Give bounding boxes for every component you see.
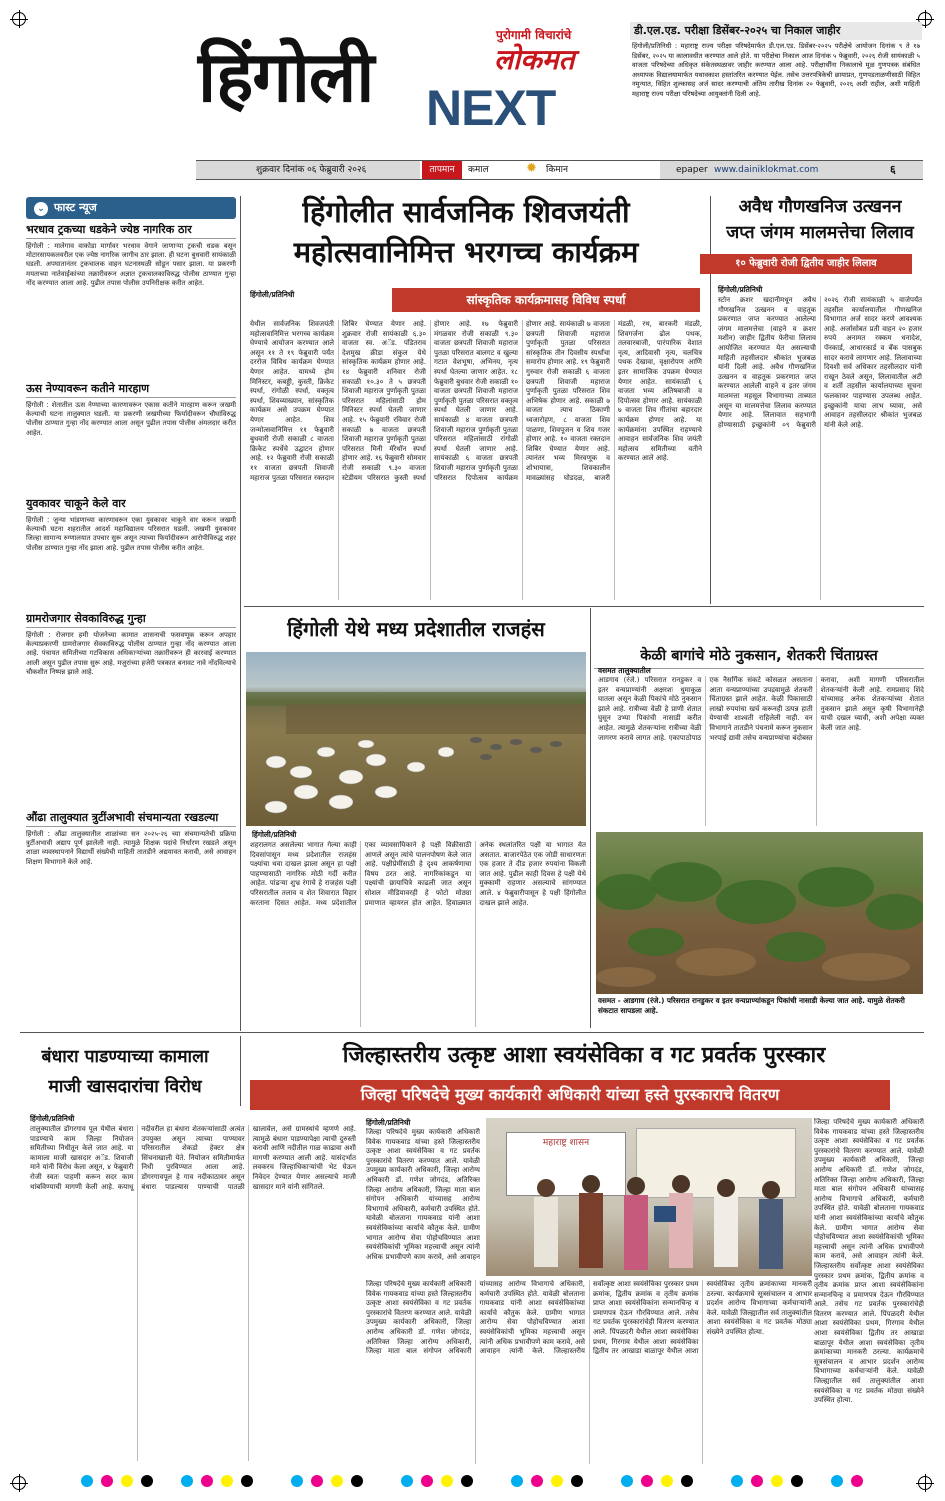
news-headline: भरधाव ट्रकच्या धडकेने ज्येष्ठ नागरिक ठार bbox=[26, 223, 236, 239]
banana-plants-illustration bbox=[596, 832, 923, 994]
dateline-bar bbox=[196, 160, 923, 180]
epaper-label: epaper bbox=[676, 165, 708, 175]
bandhara-byline: हिंगोली/प्रतिनिधी bbox=[30, 1114, 75, 1123]
section-divider bbox=[20, 1032, 924, 1033]
headline-line: हिंगोलीत सार्वजनिक शिवजयंती bbox=[302, 195, 630, 229]
flamingo-body: शहरालगत असलेल्या भागात गेल्या काही दिवसांपासून मध्य प्रदेशातील राजहंस पक्ष्यांचा थवा दाखल झाला असून हा पक्षी पाहण्यासाठी नागरिक मोठी गर्दी करीत आहेत. पांढऱ्या शुभ्र रंगाचे हे राजहंस पक्षी परिसरातील तलाव व शेत शिवारात विहार करताना दिसत आहेत. मध्य प्रदेशातील एका व्यावसायिकाने हे पक्षी विक्रीसाठी आणले असून त्यांचे पालनपोषण केले जात आहे. पक्षीप्रेमींसाठी हे दृश्य आकर्षणाचा विषय ठरत आहे. नागरिकांकडून या पक्ष्यांची छायाचित्रे काढली जात असून सोशल मीडियावरही हे फोटो मोठ्या प्रमाणात व्हायरल होत आहेत. हिवाळ्यात अनेक स्थलांतरित पक्षी या भागात येत असतात. बाजारपेठेत एक जोडी साधारणतः एक हजार ते दीड हजार रुपयांना विकली जात आहे. पुढील काही दिवस हे पक्षी येथे मुक्कामी राहणार असल्याचे सांगण्यात आले. ४ फेब्रुवारीपासून हे पक्षी हिंगोलीत दाखल झाले आहेत. bbox=[250, 841, 586, 907]
fast-news-item bbox=[26, 382, 236, 493]
website-url[interactable]: www.dainiklokmat.com bbox=[714, 165, 819, 175]
auction-byline: हिंगोली/प्रतिनिधी bbox=[718, 285, 763, 294]
award-body-bottom: जिल्हा परिषदेचे मुख्य कार्यकारी अधिकारी विवेक गायकवाड यांच्या हस्ते जिल्हास्तरीय उत्कृष्ट आशा स्वयंसेविका व गट प्रवर्तक पुरस्कारांचे वितरण करण्यात आले. यावेळी उपमुख्य कार्यकारी अधिकारी, जिल्हा आरोग्य अधिकारी डॉ. गणेश जोगदंड, अतिरिक्त जिल्हा आरोग्य अधिकारी, जिल्हा माता बाल संगोपन अधिकारी यांच्यासह आरोग्य विभागाचे अधिकारी, कर्मचारी उपस्थित होते. यावेळी बोलताना गायकवाड यांनी आशा स्वयंसेविकांच्या कार्याचे कौतुक केले. ग्रामीण भागात आरोग्य सेवा पोहोचविण्यात आशा स्वयंसेविकांची भूमिका महत्त्वाची असून त्यांनी अधिक प्रभावीपणे काम करावे, असे आवाहन त्यांनी केले. जिल्हास्तरीय सर्वोत्कृष्ट आशा स्वयंसेविका पुरस्कार प्रथम क्रमांक, द्वितीय क्रमांक व तृतीय क्रमांक प्राप्त आशा स्वयंसेविकांना सन्मानचिन्ह व प्रमाणपत्र देऊन गौरविण्यात आले. तसेच गट प्रवर्तक पुरस्कारांचेही वितरण करण्यात आले. पिंपळदरी येथील आशा स्वयंसेविका प्रथम, गिरगाव येथील आशा स्वयंसेविका द्वितीय तर आखाडा बाळापूर येथील आशा स्वयंसेविका तृतीय क्रमांकाच्या मानकरी ठरल्या. कार्यक्रमाचे सूत्रसंचालन व आभार प्रदर्शन आरोग्य विभागाच्या कर्मचाऱ्यांनी केले. यावेळी जिल्ह्यातील सर्व तालुक्यांतील आशा स्वयंसेविका व गट प्रवर्तक मोठ्या संख्येने उपस्थित होत्या. bbox=[366, 1280, 812, 1356]
column-divider bbox=[240, 1036, 241, 1106]
auction-body: स्टोन क्रशर खदानीमधून अवैध गौणखनिज उत्खनन व वाहतूक प्रकरणात जप्त करण्यात आलेल्या जंगम मालमत्तेचा (वाहने व क्रशर मशीन) जाहीर द्वितीय फेरीचा लिलाव आयोजित करण्यात येत असल्याची माहिती तहसीलदार श्रीकांत भुजबळ यांनी दिली आहे. अवैध गौणखनिज उत्खनन व वाहतूक प्रकरणात जप्त करण्यात आलेली वाहने व इतर जंगम मालमत्ता महसूल विभागाच्या ताब्यात असून या मालमत्तेचा लिलाव करण्यात येणार आहे. लिलावात सहभागी होण्यासाठी इच्छुकांनी ०९ फेब्रुवारी २०२६ रोजी सायंकाळी ५ वाजेपर्यंत तहसील कार्यालयातील गौणखनिज विभागात अर्ज सादर करणे आवश्यक आहे. अर्जासोबत प्रती वाहन २० हजार रुपये अनामत रक्कम धनादेश, पॅनकार्ड, आधारकार्ड व बँक पासबुक सादर करावे लागणार आहे. लिलावाच्या दिवशी सर्व अधिकार तहसीलदार यांनी राखून ठेवले असून, लिलावातील अटी व शर्ती तहसील कार्यालयाच्या सूचना फलकावर पाहण्यास उपलब्ध आहेत. इच्छुकांनी याचा लाभ घ्यावा, असे आवाहन तहसीलदार श्रीकांत भुजबळ यांनी केले आहे. bbox=[718, 296, 922, 429]
award-byline: हिंगोली/प्रतिनिधी bbox=[366, 1118, 411, 1127]
fast-news-column bbox=[26, 197, 236, 1027]
geese-flock-illustration bbox=[246, 652, 586, 826]
news-body: हिंगोली : रोजगार हमी योजनेच्या कामात शासनाची फसवणूक करून अपहार केल्याप्रकरणी ग्रामरोजगार सेवकाविरुद्ध पोलीस ठाण्यात गुन्हा नोंद करण्यात आला आहे. पंचायत समितीच्या गटविकास अधिकाऱ्यांच्या तक्रारीवरून ही कारवाई करण्यात आली असून पुढील तपास सुरू आहे. मजुरांच्या हजेरी पत्रकात बनावट नावे नोंदविल्याचे चौकशीत निष्पन्न झाले आहे. bbox=[26, 631, 236, 676]
temperature-label: तापमान bbox=[422, 161, 462, 179]
fast-news-item bbox=[26, 223, 236, 378]
registration-mark bbox=[12, 1476, 26, 1490]
headline-line: महोत्सवानिमित्त भरगच्च कार्यक्रम bbox=[293, 235, 639, 269]
news-body: हिंगोली : औंढा तालुक्यातील शाळांच्या सन २०२५-२६ च्या संचमान्यतेची प्रक्रिया त्रुटींअभावी अद्याप पूर्ण झालेली नाही. त्यामुळे शिक्षक पदांचे निर्धारण रखडले असून शाळा व्यवस्थापनाने विद्यार्थी संख्येची माहिती तातडीने अद्ययावत करावी, असे आवाहन शिक्षण विभागाने केले आहे. bbox=[26, 830, 236, 866]
masthead-brand-logo: लोकमत bbox=[494, 43, 575, 76]
shivjayanti-headline bbox=[226, 192, 706, 272]
column-divider bbox=[590, 608, 591, 1028]
masthead-title: हिंगोली bbox=[198, 36, 374, 118]
award-ceremony-photo bbox=[486, 1118, 812, 1276]
headline-line: जप्त जंगम मालमत्तेचा लिलाव bbox=[726, 223, 914, 243]
news-headline: औंढा तालुक्यात त्रुटींअभावी संचमान्यता रखडल्या bbox=[26, 811, 236, 827]
masthead-slogan: पुरोगामी विचारांचे bbox=[496, 28, 572, 42]
award-banner: महाराष्ट्र शासन bbox=[506, 1132, 626, 1196]
bandhara-headline bbox=[22, 1042, 228, 1102]
banana-field-photo bbox=[596, 832, 923, 994]
auction-headline bbox=[716, 194, 924, 246]
banana-byline: वसमत तालुक्यातील bbox=[598, 666, 651, 675]
fast-news-item bbox=[26, 811, 236, 922]
sun-icon: ✹ bbox=[526, 161, 537, 176]
award-body-left: जिल्हा परिषदेचे मुख्य कार्यकारी अधिकारी विवेक गायकवाड यांच्या हस्ते जिल्हास्तरीय उत्कृष्ट आशा स्वयंसेविका व गट प्रवर्तक पुरस्कारांचे वितरण करण्यात आले. यावेळी उपमुख्य कार्यकारी अधिकारी, जिल्हा आरोग्य अधिकारी डॉ. गणेश जोगदंड, अतिरिक्त जिल्हा आरोग्य अधिकारी, जिल्हा माता बाल संगोपन अधिकारी यांच्यासह आरोग्य विभागाचे अधिकारी, कर्मचारी उपस्थित होते. यावेळी बोलताना गायकवाड यांनी आशा स्वयंसेविकांच्या कार्याचे कौतुक केले. ग्रामीण भागात आरोग्य सेवा पोहोचविण्यात आशा स्वयंसेविकांची भूमिका महत्त्वाची असून त्यांनी अधिक प्रभावीपणे काम करावे, असे आवाहन bbox=[366, 1128, 480, 1261]
shivjayanti-byline: हिंगोली/प्रतिनिधी bbox=[250, 290, 295, 299]
shivjayanti-tag: सांस्कृतिक कार्यक्रमासह विविध स्पर्धा bbox=[392, 288, 700, 312]
registration-mark bbox=[918, 1476, 932, 1490]
flamingo-byline: हिंगोली/प्रतिनिधी bbox=[252, 830, 297, 839]
news-body: हिंगोली : शेतातील ऊस नेण्याच्या कारणावरून एकास कतीने मारहाण करून जखमी केल्याची घटना तालुक्यात घडली. या प्रकरणी जखमीच्या फिर्यादीवरून चौघांविरुद्ध पोलीस ठाण्यात गुन्हा नोंद करण्यात आला असून पुढील तपास पोलीस अंमलदार करीत आहेत. bbox=[26, 401, 236, 437]
top-story-body: हिंगोली/प्रतिनिधी : महाराष्ट्र राज्य परीक्षा परिषदेमार्फत डी.एल.एड. डिसेंबर-२०२५ परीक्षेचे आयोजन दिनांक ९ ते १७ डिसेंबर, २०२५ या कालावधीत करण्यात आले होते. या परीक्षेचा निकाल आज दिनांक ५ फेब्रुवारी, २०२६ रोजी सायंकाळी ५ वाजता परिषदेच्या अधिकृत संकेतस्थळावर जाहीर करण्यात आला आहे. परीक्षार्थींना निकालाचे मूळ गुणपत्रक संबंधित अध्यापक विद्यालयामार्फत यथावकाश हस्तांतरित करण्यात येईल. तसेच उत्तरपत्रिकेची छायाप्रत, गुणपडताळणीसाठी विहित नमुन्यात, विहित शुल्कासह अर्ज सादर करण्याची अंतिम तारीख दिनांक २० फेब्रुवारी, २०२६ अशी राहील, अशी माहिती महाराष्ट्र राज्य परीक्षा परिषदेच्या आयुक्तांनी दिली आहे. bbox=[632, 42, 920, 98]
banana-photo-caption: वसमत - आडगाव (रंजे.) परिसरात रानडुकर व इतर वन्यप्राण्यांकडून पिकांची नासाडी केल्या जात आहे. यामुळे शेतकरी संकटात सापडला आहे. bbox=[598, 996, 905, 1015]
geese-photo bbox=[246, 652, 586, 826]
masthead-next-logo: NEXT bbox=[426, 80, 556, 136]
section-divider bbox=[244, 606, 924, 607]
bandhara-body: तालुक्यातील डोंगरगाव पूल येथील बंधारा पाडण्याचे काम जिल्हा नियोजन समितीच्या निधीतून केले जात आहे. या कामाला माजी खासदार अॅड. शिवाजी माने यांनी विरोध केला असून, ४ फेब्रुवारी रोजी स्वतः पाहणी करून सदर काम थांबविण्याची मागणी केली आहे. कयाधू नदीवरील हा बंधारा शेतकऱ्यांसाठी अत्यंत उपयुक्त असून त्याच्या पाण्यावर परिसरातील शेकडो हेक्टर क्षेत्र सिंचनाखाली येते. नियोजन समितीमार्फत निधी पुरविण्यात आला आहे. डोंगरगावपूल हे गाव नदीकाठावर असून बंधारा पाडल्यास पाण्याची पातळी खालावेल, असे ग्रामस्थांचे म्हणणे आहे. त्यामुळे बंधारा पाडण्यापेक्षा त्याची दुरुस्ती करावी आणि नदीतील गाळ काढावा अशी मागणी करण्यात आली आहे. यासंदर्भात लवकरच जिल्हाधिकाऱ्यांची भेट घेऊन निवेदन देण्यात येणार असल्याचे माजी खासदार माने यांनी सांगितले. bbox=[30, 1125, 356, 1191]
award-body-right: जिल्हा परिषदेचे मुख्य कार्यकारी अधिकारी विवेक गायकवाड यांच्या हस्ते जिल्हास्तरीय उत्कृष्ट आशा स्वयंसेविका व गट प्रवर्तक पुरस्कारांचे वितरण करण्यात आले. यावेळी उपमुख्य कार्यकारी अधिकारी, जिल्हा आरोग्य अधिकारी डॉ. गणेश जोगदंड, अतिरिक्त जिल्हा आरोग्य अधिकारी, जिल्हा माता बाल संगोपन अधिकारी यांच्यासह आरोग्य विभागाचे अधिकारी, कर्मचारी उपस्थित होते. यावेळी बोलताना गायकवाड यांनी आशा स्वयंसेविकांच्या कार्याचे कौतुक केले. ग्रामीण भागात आरोग्य सेवा पोहोचविण्यात आशा स्वयंसेविकांची भूमिका महत्त्वाची असून त्यांनी अधिक प्रभावीपणे काम करावे, असे आवाहन त्यांनी केले. जिल्हास्तरीय सर्वोत्कृष्ट आशा स्वयंसेविका पुरस्कार प्रथम क्रमांक, द्वितीय क्रमांक व तृतीय क्रमांक प्राप्त आशा स्वयंसेविकांना सन्मानचिन्ह व प्रमाणपत्र देऊन गौरविण्यात आले. तसेच गट प्रवर्तक पुरस्कारांचेही वितरण करण्यात आले. पिंपळदरी येथील आशा स्वयंसेविका प्रथम, गिरगाव येथील आशा स्वयंसेविका द्वितीय तर आखाडा बाळापूर येथील आशा स्वयंसेविका तृतीय क्रमांकाच्या मानकरी ठरल्या. कार्यक्रमाचे सूत्रसंचालन व आभार प्रदर्शन आरोग्य विभागाच्या कर्मचाऱ्यांनी केले. यावेळी जिल्ह्यातील सर्व तालुक्यांतील आशा स्वयंसेविका व गट प्रवर्तक मोठ्या संख्येने उपस्थित होत्या. bbox=[814, 1118, 924, 1405]
print-color-bar bbox=[80, 1474, 865, 1488]
news-headline: युवकावर चाकूने केले वार bbox=[26, 497, 236, 513]
registration-mark bbox=[12, 12, 26, 26]
fast-news-header bbox=[26, 197, 236, 219]
auction-tag: १० फेब्रुवारी रोजी द्वितीय जाहीर लिलाव bbox=[700, 254, 912, 274]
headline-line: अवैध गौणखनिज उत्खनन bbox=[738, 197, 902, 217]
fast-news-label: फास्ट न्यूज bbox=[54, 201, 97, 214]
masthead bbox=[198, 22, 628, 152]
min-temp-label: किमान bbox=[546, 165, 568, 175]
headline-line: माजी खासदारांचा विरोध bbox=[48, 1077, 202, 1097]
fast-news-item bbox=[26, 612, 236, 807]
news-headline: ग्रामरोजगार सेवकाविरुद्ध गुन्हा bbox=[26, 612, 236, 628]
color-bar-illustration bbox=[80, 1474, 865, 1488]
top-story-title: डी.एल.एड. परीक्षा डिसेंबर-२०२५ चा निकाल जाहीर bbox=[630, 22, 922, 40]
chevron-down-icon: ⌄ bbox=[34, 202, 48, 216]
headline-line: बंधारा पाडण्याच्या कामाला bbox=[41, 1047, 209, 1067]
issue-date: शुक्रवार दिनांक ०६ फेब्रुवारी २०२६ bbox=[256, 165, 367, 175]
banana-body: आडगाव (रंजे.) परिसरात रानडुकर व इतर वन्यप्राण्यांनी अक्षरशः धुमाकूळ घातला असून केळी पिकांचे मोठे नुकसान झाले आहे. रात्रीच्या वेळी हे प्राणी शेतात घुसून उभ्या पिकांची नासाडी करीत आहेत. त्यामुळे शेतकऱ्यांना रात्रीच्या वेळी जागरण करावे लागत आहे. एकापाठोपाठ एक नैसर्गिक संकटे कोसळत असताना आता वन्यप्राण्यांच्या उपद्रवामुळे शेतकरी चिंताग्रस्त झाले आहेत. केळी पिकासाठी लाखो रुपयांचा खर्च करूनही उत्पन्न हाती येण्याची शाश्वती राहिलेली नाही. वन विभागाने तातडीने पंचनामे करून नुकसान भरपाई द्यावी तसेच वन्यप्राण्यांचा बंदोबस्त करावा, अशी मागणी परिसरातील शेतकऱ्यांनी केली आहे. रामप्रसाद शिंदे यांच्यासह अनेक शेतकऱ्यांच्या शेतात नुकसान झाले असून कृषी विभागानेही याची दखल घ्यावी, अशी अपेक्षा व्यक्त केली जात आहे. bbox=[598, 676, 924, 742]
award-tag: जिल्हा परिषदेचे मुख्य कार्यकारी अधिकारी यांच्या हस्ते पुरस्काराचे वितरण bbox=[250, 1080, 890, 1110]
max-temp-label: कमाल bbox=[468, 165, 489, 175]
fast-news-item bbox=[26, 497, 236, 608]
flamingo-headline: हिंगोली येथे मध्य प्रदेशातील राजहंस bbox=[287, 617, 545, 641]
news-body: हिंगोली : मालेगाव वाकोडा मार्गावर भरधाव वेगाने जाणाऱ्या ट्रकची धडक बसून मोटारसायकलवरील एक ज्येष्ठ नागरिक जागीच ठार झाला. ही घटना बुधवारी सायंकाळी घडली. अपघातानंतर ट्रकचालक वाहन घटनास्थळी सोडून पसार झाला. या प्रकरणी मयताच्या नातेवाईकांच्या तक्रारीवरून अज्ञात ट्रकचालकाविरुद्ध पोलीस ठाण्यात गुन्हा नोंद करण्यात आला आहे. पुढील तपास पोलीस उपनिरीक्षक करीत आहेत. bbox=[26, 242, 236, 287]
column-divider bbox=[240, 196, 241, 1031]
top-story bbox=[630, 22, 922, 152]
shivjayanti-body: येथील सार्वजनिक शिवजयंती महोत्सवानिमित्त भरगच्च कार्यक्रम घेण्याचे आयोजन करण्यात आले असून ११ ते १९ फेब्रुवारी पर्यंत दररोज विविध कार्यक्रम घेण्यात येणार आहेत. यामध्ये होम मिनिस्टर, कबड्डी, कुस्ती, क्रिकेट स्पर्धा, रांगोळी स्पर्धा, वक्तृत्व स्पर्धा, शिवव्याख्यान, सांस्कृतिक कार्यक्रम असे उपक्रम घेण्यात येणार आहेत. शिव जन्मोत्सवानिमित्त ११ फेब्रुवारी बुधवारी रोजी सकाळी ८ वाजता क्रिकेट स्पर्धेचे उद्घाटन होणार आहे. १२ फेब्रुवारी रोजी सकाळी ११ वाजता छत्रपती शिवाजी महाराज पुतळा परिसरात रक्तदान शिबिर घेण्यात येणार आहे. शुक्रवार रोजी सायंकाळी ६.३० वाजता स्व. अॅड. पंडितराव देशमुख क्रीडा संकुल येथे सांस्कृतिक कार्यक्रम होणार आहे. १४ फेब्रुवारी शनिवार रोजी सकाळी १०.३० ते ५ छत्रपती शिवाजी महाराज पुर्णाकृती पुतळा परिसरात महिलांसाठी होम मिनिस्टर स्पर्धा घेतली जाणार आहे. १५ फेब्रुवारी रविवार रोजी सकाळी ७ वाजता छत्रपती शिवाजी महाराज पुर्णाकृती पुतळा परिसरात मिनी मॅरेथॉन स्पर्धा होणार आहे. १६ फेब्रुवारी सोमवार रोजी सकाळी ९.३० वाजता स्टेडीयम परिसरात कुस्ती स्पर्धा होणार आहे. १७ फेब्रुवारी मंगळवार रोजी सकाळी ९.३० वाजता छत्रपती शिवाजी महाराज पुतळा परिसरात बालगट व खुल्या गटात वेशभूषा, अभिनय, नृत्य स्पर्धा घेतल्या जाणार आहेत. १८ फेब्रुवारी बुधवार रोजी सकाळी १० वाजता छत्रपती शिवाजी महाराज पुर्णाकृती पुतळा परिसरात वक्तृत्व स्पर्धा घेतली जाणार आहे. सायंकाळी ४ वाजता छत्रपती शिवाजी महाराज पुर्णाकृती पुतळा परिसरात महिलांसाठी रांगोळी स्पर्धा घेतली जाणार आहे. सायंकाळी ६ वाजता छत्रपती शिवाजी महाराज पुर्णाकृती पुतळा परिसरात दिपोत्सव कार्यक्रम होणार आहे. सायंकाळी ७ वाजता छत्रपती शिवाजी महाराज पुर्णाकृती पुतळा परिसरात सांस्कृतिक तीन दिवसीय स्पर्धांचा समारोप होणार आहे. १९ फेब्रुवारी गुरुवार रोजी सकाळी ६ वाजता छत्रपती शिवाजी महाराज पुर्णाकृती पुतळा परिसरात शिव अभिषेक होणार आहे. सकाळी ७ वाजता त्याच ठिकाणी ध्वजारोहण, ८ वाजता शिव पाळणा, शिवपूजन व शिव गजर होणार आहे. १० वाजता रक्तदान शिबिर घेण्यात येणार आहे. त्यानंतर भव्य मिरवणूक व शोभायात्रा, शिवकालीन मावळ्यांसह घोडदळ, बाजरी मंडळी, रथ, बारकरी मंडळी, शिवगर्जना ढोल पथक, तलवारबाजी, पारंपारिक वेशात नृत्य, आदिवासी नृत्य, चलचित्र पथक देखावा, वृक्षारोपण आणि इतर सामाजिक उपक्रम घेण्यात येणार आहेत. सायंकाळी ६ वाजता भव्य अतिषबाजी व दिपोत्सव होणार आहे. सायंकाळी ७ वाजता शिव गीतांचा बहारदार कार्यक्रम होणार आहे. या कार्यक्रमांना उपस्थित राहण्याचे आवाहन सार्वजनिक शिव जयंती महोत्सव समितीच्या वतीने करण्यात आले आहे. bbox=[250, 320, 702, 482]
news-body: हिंगोली : जुन्या भांडणाच्या कारणावरून एका युवकावर चाकूने वार करून जखमी केल्याची घटना शहरातील आदर्श महाविद्यालय परिसरात घडली. जखमी युवकावर जिल्हा सामान्य रुग्णालयात उपचार सुरू असून त्याच्या फिर्यादीवरून आरोपीविरुद्ध शहर पोलीस ठाण्यात गुन्हा नोंद झाला आहे. पुढील तपास पोलीस करीत आहेत. bbox=[26, 516, 236, 552]
news-headline: ऊस नेण्यावरून कतीने मारहाण bbox=[26, 382, 236, 398]
banana-headline: केळी बागांचे मोठे नुकसान, शेतकरी चिंताग्रस्त bbox=[594, 644, 924, 669]
award-headline: जिल्हास्तरीय उत्कृष्ट आशा स्वयंसेविका व गट प्रवर्तक पुरस्कार bbox=[342, 1043, 826, 1068]
award-people-illustration bbox=[486, 1118, 812, 1276]
page-number: ६ bbox=[890, 163, 896, 176]
